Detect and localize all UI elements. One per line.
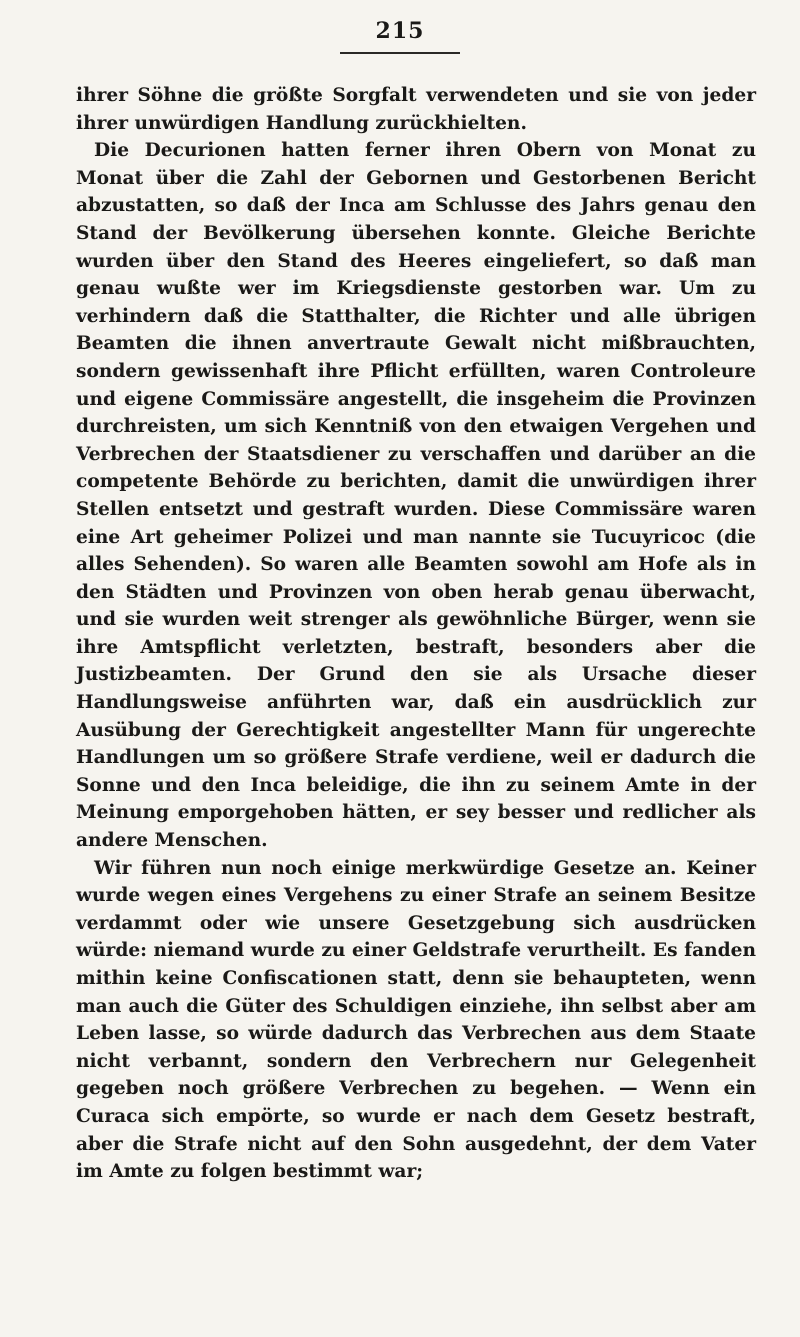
- paragraph-gesetze: Wir führen nun noch einige merkwürdige Gesetze an. Keiner wurde wegen eines Vergehens zu einer Strafe an seinem Besitze verdammt oder wie unsere Gesetzgebung sich ausdrücken würde: niemand wurde zu einer Geldstrafe verurtheilt. Es fanden mithin keine Confiscationen statt, denn sie behaupteten, wenn man auch die Güter des Schuldigen einziehe, ihn selbst aber am Leben lasse, so würde dadurch das Verbrechen aus dem Staate nicht verbannt, sondern den Verbrechern nur Gelegenheit gegeben noch größere Verbrechen zu begehen. — Wenn ein Curaca sich empörte, so wurde er nach dem Gesetz bestraft, aber die Strafe nicht auf den Sohn ausgedehnt, der dem Vater im Amte zu folgen bestimmt war;: [76, 857, 756, 1183]
- paragraph-decurionen: Die Decurionen hatten ferner ihren Obern von Monat zu Monat über die Zahl der Gebornen und Gestorbenen Bericht abzustatten, so daß der Inca am Schlusse des Jahrs genau den Stand der Bevölkerung übersehen konnte. Gleiche Berichte wurden über den Stand des Heeres eingeliefert, so daß man genau wußte wer im Kriegsdienste gestorben war. Um zu verhindern daß die Statthalter, die Richter und alle übrigen Beamten die ihnen anvertraute Gewalt nicht mißbrauchten, sondern gewissenhaft ihre Pflicht erfüllten, waren Controleure und eigene Commissäre angestellt, die insgeheim die Provinzen durchreisten, um sich Kenntniß von den etwaigen Vergehen und Verbrechen der Staatsdiener zu verschaffen und darüber an die competente Behörde zu berichten, damit die unwürdigen ihrer Stellen entsetzt und gestraft wurden. Diese Commissäre waren eine Art geheimer Polizei und man nannte sie Tucuyricoc (die alles Sehenden). So waren alle Beamten sowohl am Hofe als in den Städten und Provinzen von oben herab genau überwacht, und sie wurden weit strenger als gewöhnliche Bürger, wenn sie ihre Amtspflicht verletzten, bestraft, besonders aber die Justizbeamten. Der Grund den sie als Ursache dieser Handlungsweise anführten war, daß ein ausdrücklich zur Ausübung der Gerechtigkeit angestellter Mann für ungerechte Handlungen um so größere Strafe verdiene, weil er dadurch die Sonne und den Inca beleidige, die ihn zu seinem Amte in der Meinung emporgehoben hätten, er sey besser und redlicher als andere Menschen.: [76, 140, 756, 852]
- page-number: 215: [375, 18, 425, 44]
- header-rule: [340, 52, 460, 54]
- paragraph-continuation: ihrer Söhne die größte Sorgfalt verwendeten und sie von jeder ihrer unwürdigen Handlung zurückhielten.: [76, 85, 756, 134]
- body-text: [76, 82, 756, 1186]
